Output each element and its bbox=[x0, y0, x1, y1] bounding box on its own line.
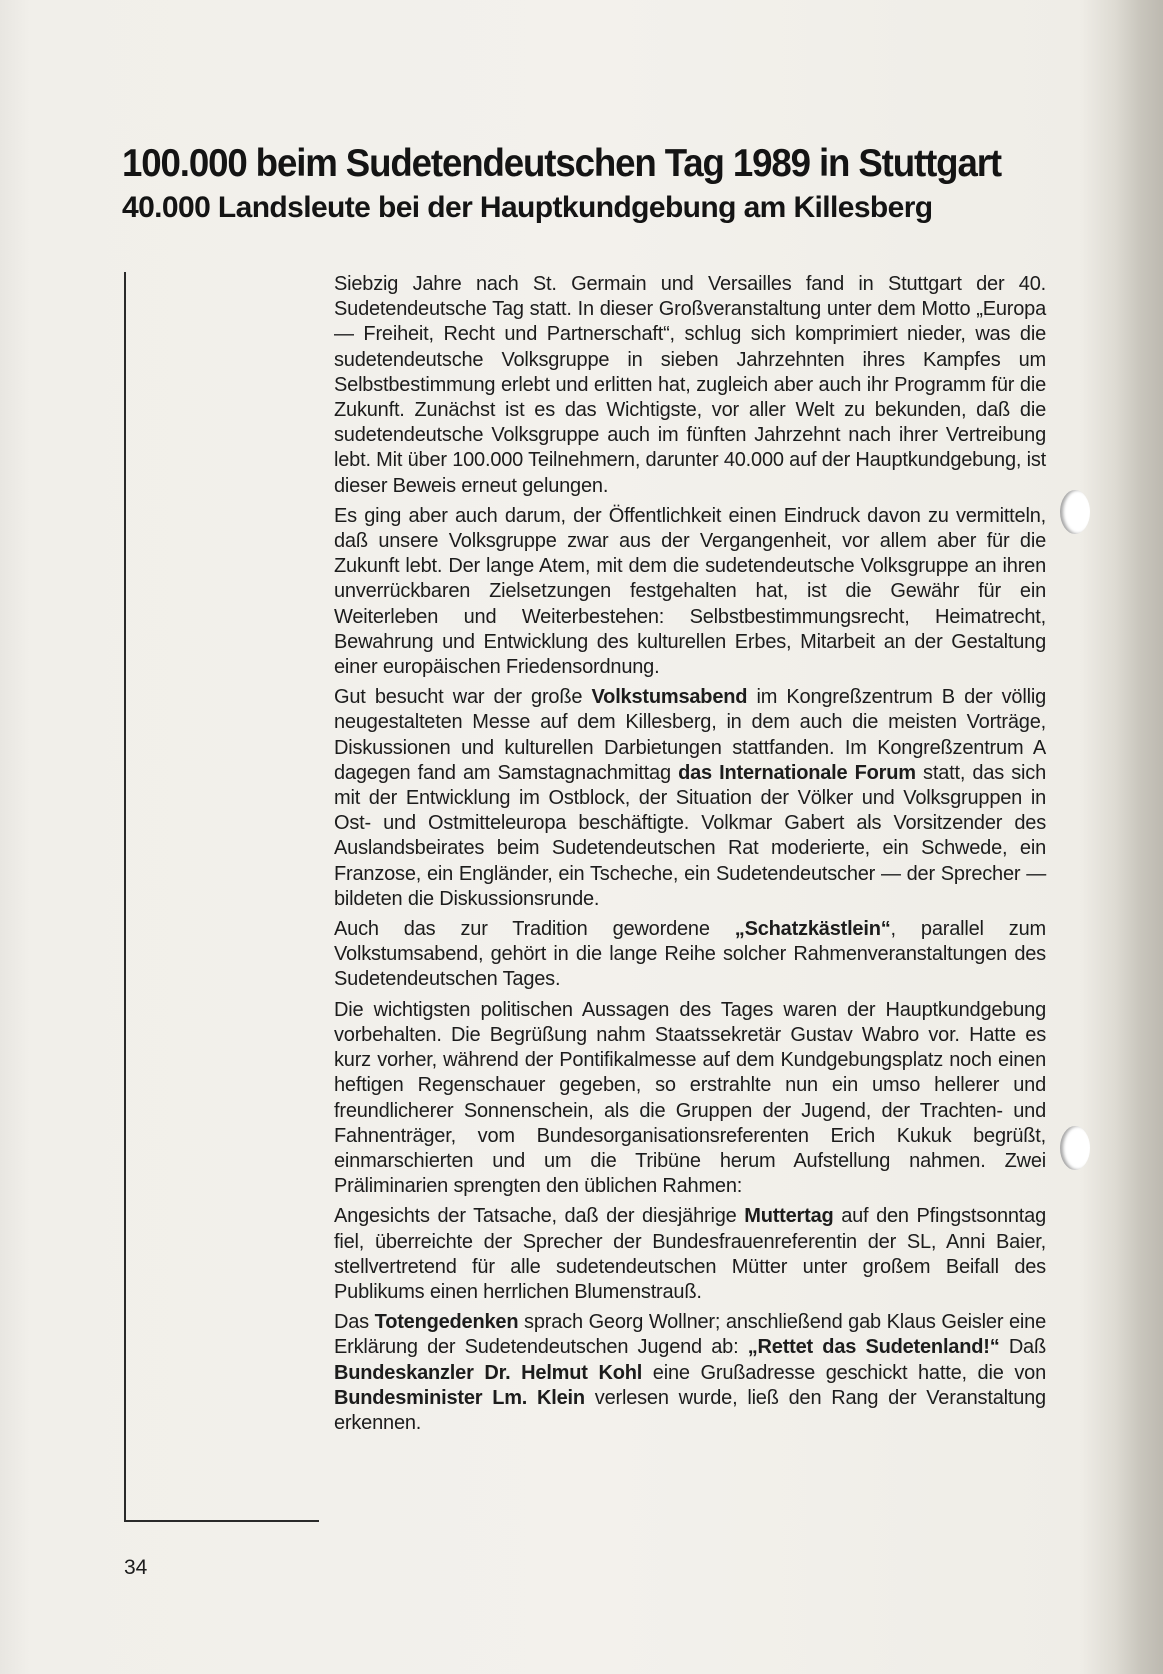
article-paragraph bbox=[334, 685, 1046, 912]
emphasis-text: „Schatzkästlein“ bbox=[734, 918, 891, 941]
margin-rule-vertical bbox=[124, 272, 126, 1522]
paragraph-text: Es ging aber auch darum, der Öffentlichkeit einen Eindruck davon zu vermitteln, daß unsere Volksgruppe zwar aus der Vergangenheit, vor allem aber für die Zukunft lebt. Der lange Atem, mit dem die sudetendeutsche Volksgruppe an ihren unverrückbaren Zielsetzungen festgehalten hat, ist die Gewähr für ein Weiterleben und Weiterbestehen: Selbstbestimmungsrecht, Heimatrecht, Bewahrung und Entwicklung des kulturellen Erbes, Mitarbeit an der Gestaltung einer europäischen Friedensordnung. bbox=[334, 504, 1046, 679]
punch-hole bbox=[1060, 490, 1090, 534]
article-paragraph bbox=[334, 998, 1046, 1200]
punch-hole bbox=[1060, 1126, 1090, 1170]
paragraph-text: Daß bbox=[999, 1336, 1046, 1359]
paragraph-text: sprach Georg Wollner; anschließend gab Klaus Geisler eine Erklärung der Sudetendeutschen Jugend ab: bbox=[334, 1311, 1046, 1359]
paragraph-text: Das bbox=[334, 1311, 375, 1334]
article-paragraph bbox=[334, 917, 1046, 993]
article-paragraph bbox=[334, 1204, 1046, 1305]
page-number: 34 bbox=[124, 1556, 148, 1579]
emphasis-text: Bundeskanzler Dr. Helmut Kohl bbox=[334, 1361, 643, 1384]
paragraph-text: Angesichts der Tatsache, daß der diesjährige bbox=[334, 1205, 745, 1228]
paragraph-text: im Kongreßzentrum B der völlig neugestalteten Messe auf dem Killesberg, in dem auch die meisten Vorträge, Diskussionen und kulturellen Darbietungen stattfanden. Im Kongreßzentrum A dagegen fand am Samstagnachmittag bbox=[334, 686, 1047, 784]
article-paragraph bbox=[334, 272, 1046, 499]
emphasis-text: Muttertag bbox=[744, 1205, 834, 1228]
paragraph-text: Die wichtigsten politischen Aussagen des Tages waren der Hauptkundgebung vorbehalten. Die Begrüßung nahm Staatssekretär Gustav Wabro vor. Hatte es kurz vorher, während der Pontifikalmesse auf dem Kundgebungsplatz noch einen heftigen Regenschauer gegeben, so erstrahlte nun ein umso hellerer und freundlicherer Sonnenschein, als die Gruppen der Jugend, der Trachten- und Fahnenträger, vom Bundesorganisationsreferenten Erich Kukuk begrüßt, einmarschierten und um die Tribüne herum Aufstellung nahmen. Zwei Präliminarien sprengten den üblichen Rahmen: bbox=[334, 998, 1046, 1198]
paragraph-text: eine Grußadresse geschickt hatte, die von bbox=[642, 1361, 1046, 1384]
margin-rule-horizontal bbox=[124, 1520, 319, 1522]
paragraph-text: , parallel zum Volkstumsabend, gehört in die lange Reihe solcher Rahmenveranstaltungen des Sudetendeutschen Tages. bbox=[334, 918, 1046, 991]
emphasis-text: Volkstumsabend bbox=[591, 686, 748, 709]
article-body bbox=[334, 272, 1046, 1441]
emphasis-text: Totengedenken bbox=[374, 1311, 519, 1334]
article-paragraph bbox=[334, 504, 1046, 680]
article-paragraph bbox=[334, 1310, 1046, 1436]
emphasis-text: Bundesminister Lm. Klein bbox=[334, 1386, 585, 1409]
article-subtitle: 40.000 Landsleute bei der Hauptkundgebung am Killesberg bbox=[122, 191, 933, 224]
paragraph-text: Siebzig Jahre nach St. Germain und Versailles fand in Stuttgart der 40. Sudetendeutsche Tag statt. In dieser Großveranstaltung unter dem Motto „Europa — Freiheit, Recht und Partnerschaft“, schlug sich komprimiert nieder, was die sudetendeutsche Volksgruppe in sieben Jahrzehnten ihres Kampfes um Selbstbestimmung erlebt und erlitten hat, zugleich aber auch ihr Programm für die Zukunft. Zunächst ist es das Wichtigste, vor aller Welt zu bekunden, daß die sudetendeutsche Volksgruppe auch im fünften Jahrzehnt nach ihrer Vertreibung lebt. Mit über 100.000 Teilnehmern, darunter 40.000 auf der Hauptkundgebung, ist dieser Beweis erneut gelungen. bbox=[334, 273, 1046, 497]
paragraph-text: verlesen wurde, ließ den Rang der Veranstaltung erkennen. bbox=[334, 1386, 1046, 1434]
paragraph-text: statt, das sich mit der Entwicklung im Ostblock, der Situation der Völker und Volksgruppen in Ost- und Ostmitteleuropa beschäftigte. Volkmar Gabert als Vorsitzender des Auslandsbeirates beim Sudetendeutschen Rat moderierte, ein Schwede, ein Franzose, ein Engländer, ein Tscheche, ein Sudetendeutscher — der Sprecher — bildeten die Diskussionsrunde. bbox=[334, 761, 1046, 910]
emphasis-text: das Internationale Forum bbox=[678, 761, 916, 784]
article-header bbox=[122, 140, 1047, 228]
emphasis-text: „Rettet das Sudetenland!“ bbox=[747, 1336, 1000, 1359]
paragraph-text: Gut besucht war der große bbox=[334, 686, 592, 709]
paragraph-text: auf den Pfingstsonntag fiel, überreichte der Sprecher der Bundesfrauenreferentin der SL, Anni Baier, stellvertretend für alle sudetendeutschen Mütter unter großem Beifall des Publikums einen herrlichen Blumenstrauß. bbox=[334, 1205, 1047, 1303]
article-title: 100.000 beim Sudetendeutschen Tag 1989 in Stuttgart bbox=[122, 142, 1001, 185]
paragraph-text: Auch das zur Tradition gewordene bbox=[334, 918, 735, 941]
